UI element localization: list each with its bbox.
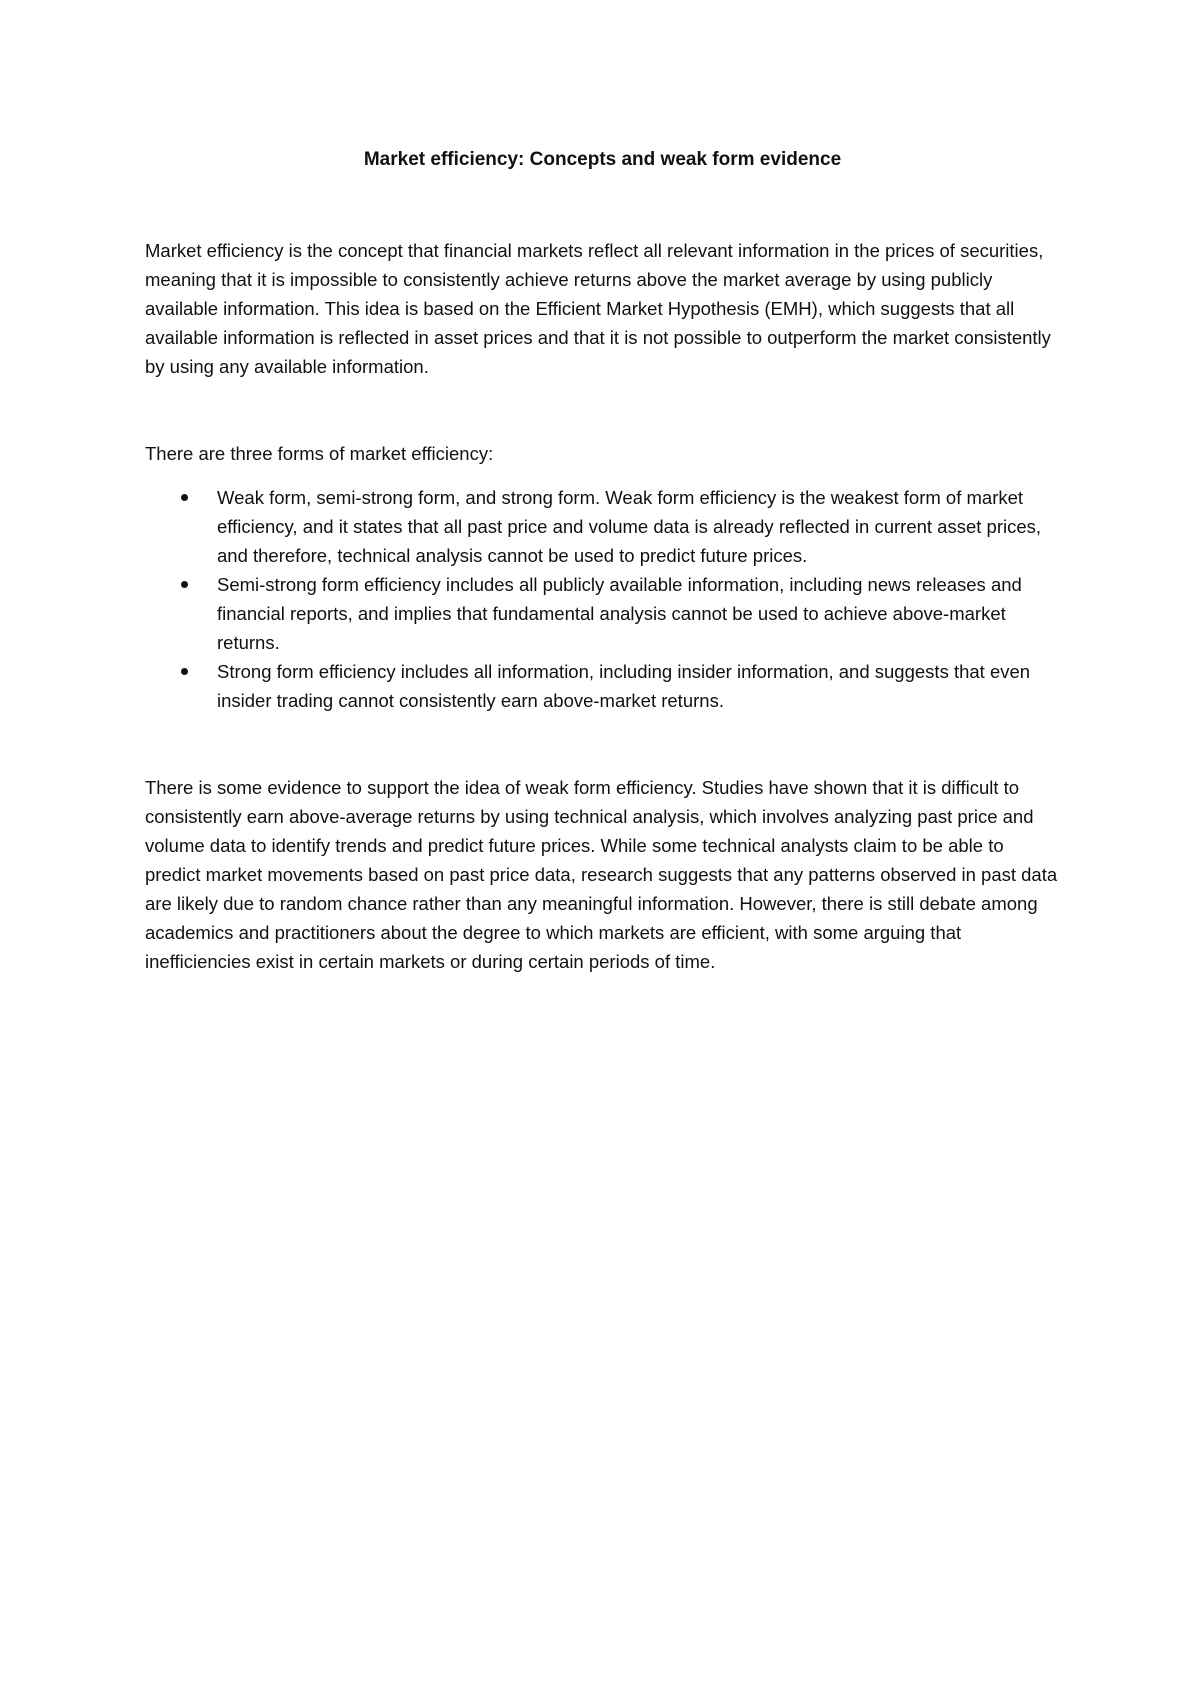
paragraph-spacer — [145, 381, 1060, 439]
list-item: Semi-strong form efficiency includes all publicly available information, including news releases and financial reports, and implies that fundamental analysis cannot be used to achieve above-market returns. — [217, 570, 1060, 657]
document-title: Market efficiency: Concepts and weak form evidence — [363, 149, 842, 170]
list-item: Strong form efficiency includes all information, including insider information, and suggests that even insider trading cannot consistently earn above-market returns. — [217, 657, 1060, 715]
evidence-paragraph: There is some evidence to support the idea of weak form efficiency. Studies have shown that it is difficult to consistently earn above-average returns by using technical analysis, which involves analyzing past price and volume data to identify trends and predict future prices. While some technical analysts claim to be able to predict market movements based on past price data, research suggests that any patterns observed in past data are likely due to random chance rather than any meaningful information. However, there is still debate among academics and practitioners about the degree to which markets are efficient, with some arguing that inefficiencies exist in certain markets or during certain periods of time. — [145, 777, 1058, 972]
forms-intro-paragraph: There are three forms of market efficiency: — [145, 443, 494, 464]
paragraph-spacer — [145, 715, 1060, 773]
intro-paragraph: Market efficiency is the concept that financial markets reflect all relevant information in the prices of securities, meaning that it is impossible to consistently achieve returns above the market average by using publicly available information. This idea is based on the Efficient Market Hypothesis (EMH), which suggests that all available information is reflected in asset prices and that it is not possible to outperform the market consistently by using any available information. — [145, 240, 1051, 377]
list-spacer — [145, 468, 1060, 483]
forms-bullet-list — [145, 483, 1060, 715]
list-item: Weak form, semi-strong form, and strong form. Weak form efficiency is the weakest form of market efficiency, and it states that all past price and volume data is already reflected in current asset prices, and therefore, technical analysis cannot be used to predict future prices. — [217, 483, 1060, 570]
